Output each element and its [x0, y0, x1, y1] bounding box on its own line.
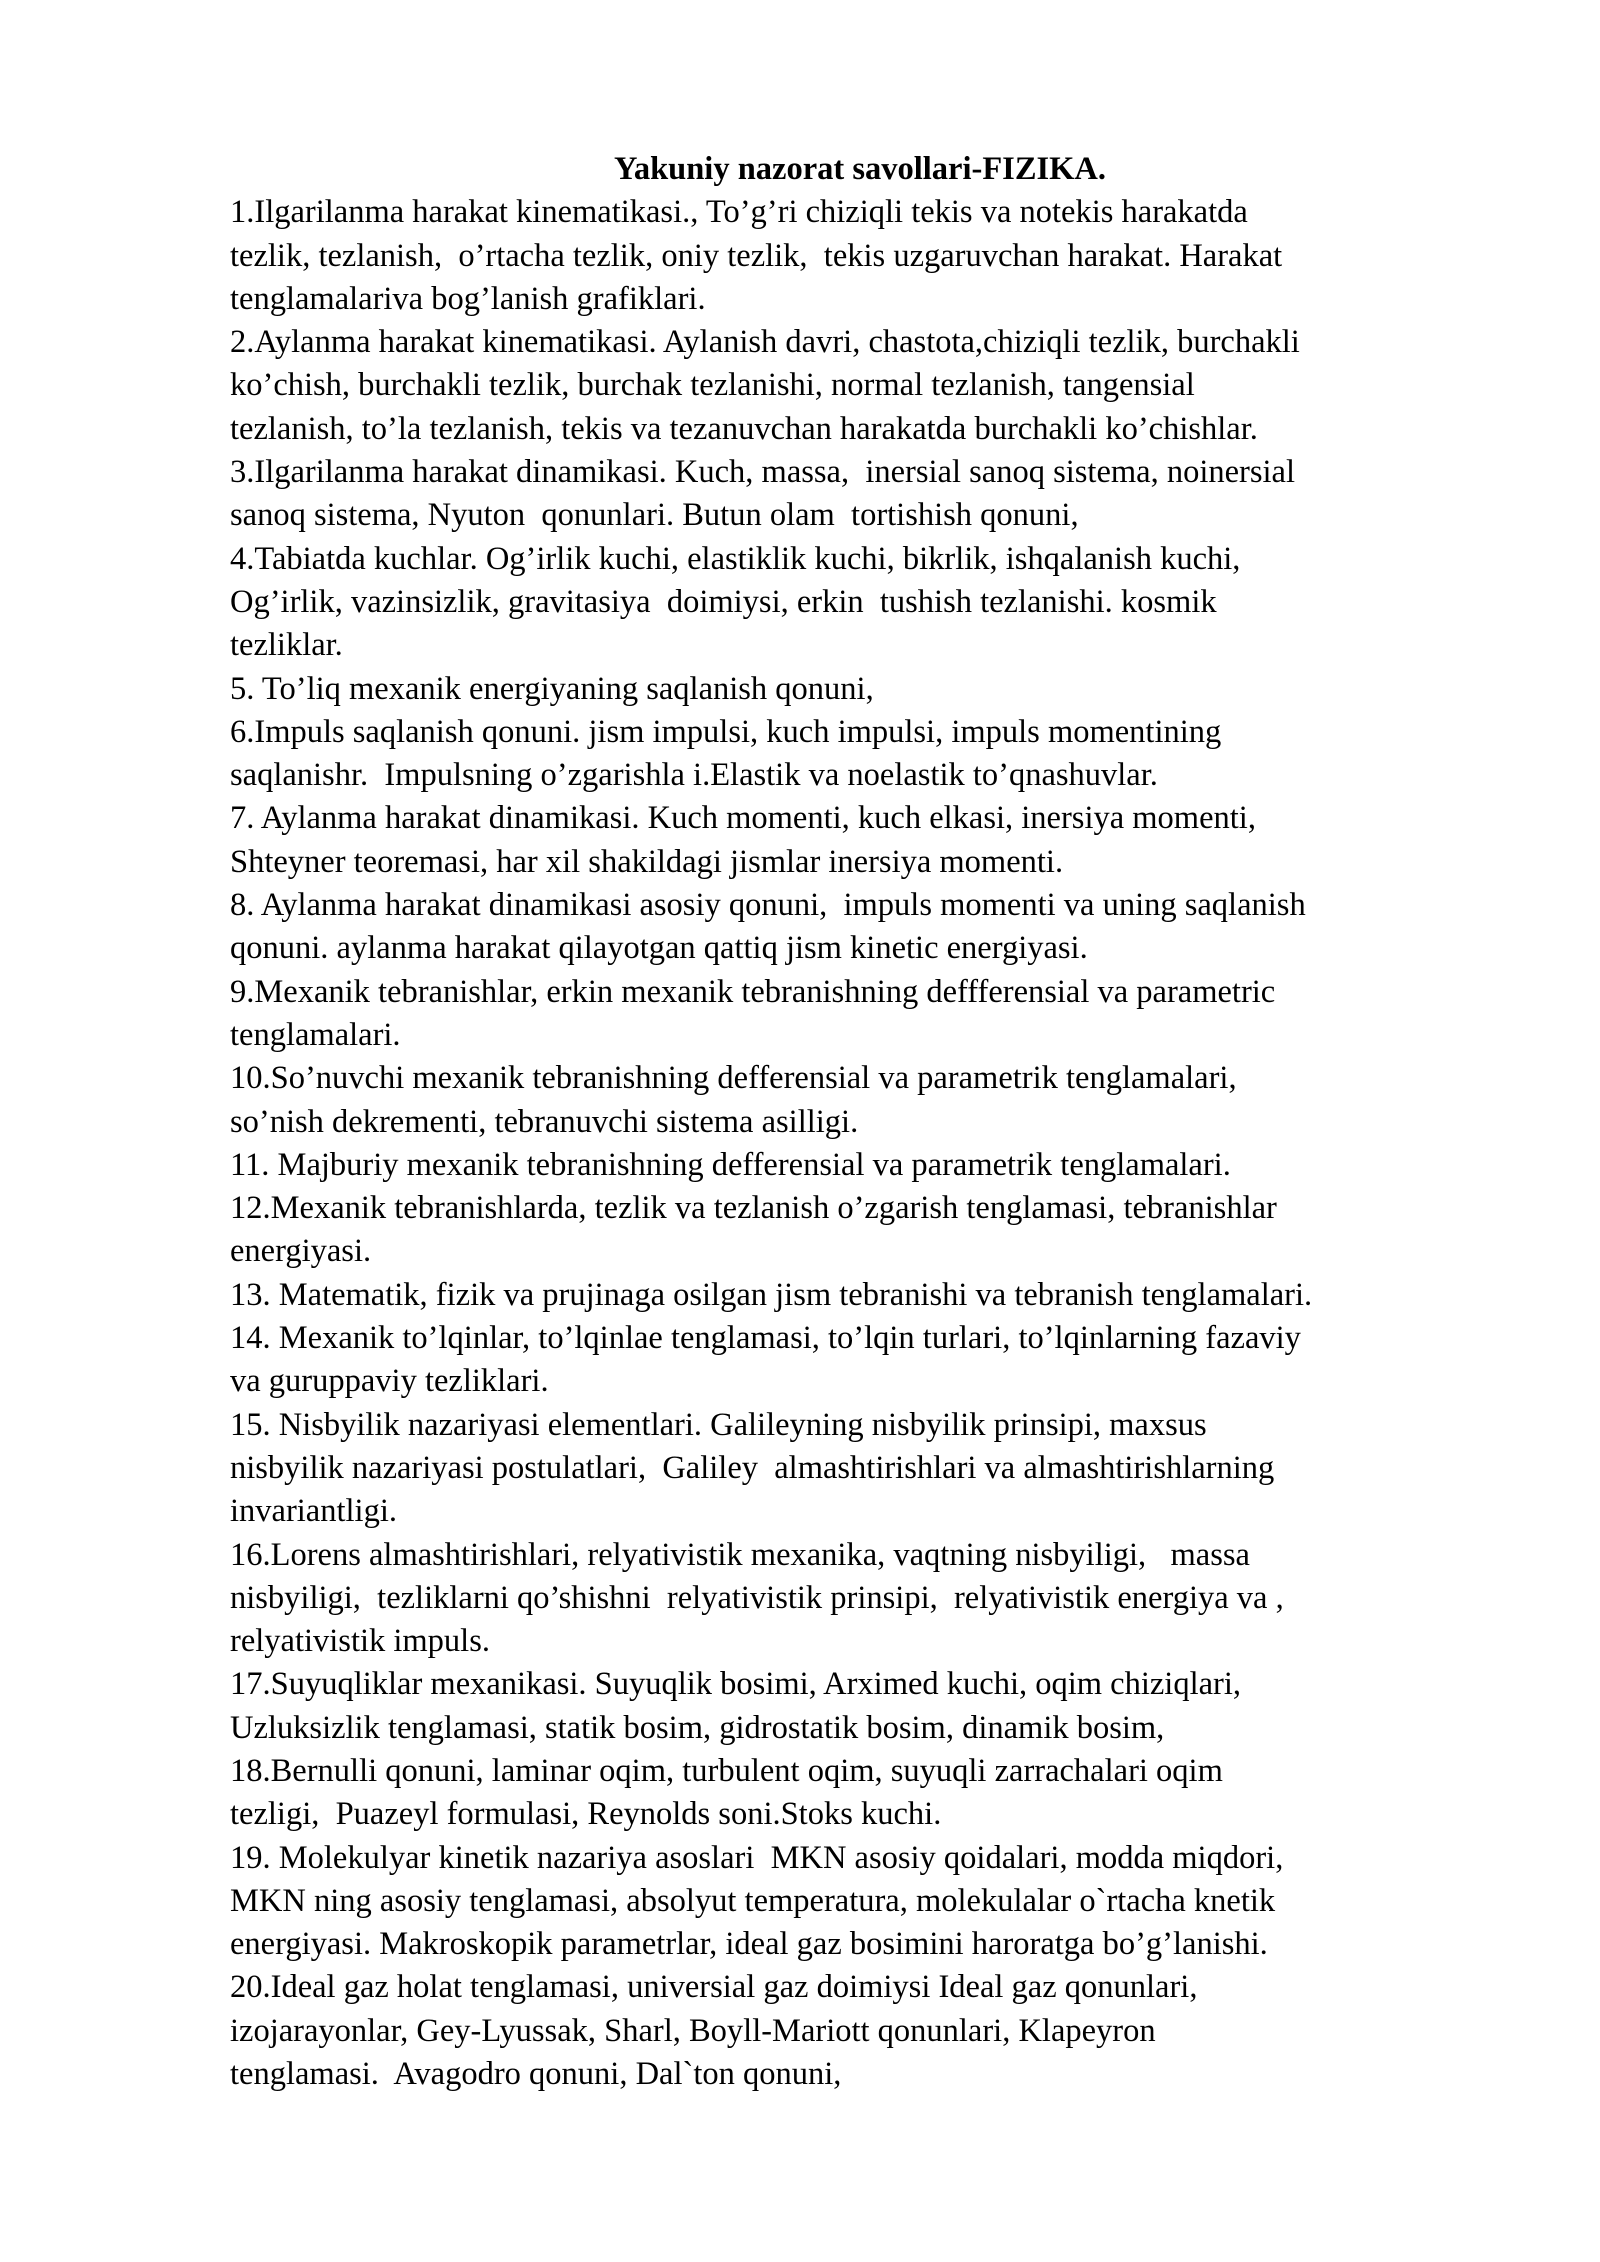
- question-line: va guruppaviy tezliklari.: [230, 1363, 549, 1400]
- question-line: Shteyner teoremasi, har xil shakildagi jismlar inersiya momenti.: [230, 843, 1064, 880]
- question-line: 7. Aylanma harakat dinamikasi. Kuch momenti, kuch elkasi, inersiya momenti,: [230, 800, 1256, 837]
- question-line: 8. Aylanma harakat dinamikasi asosiy qonuni, impuls momenti va uning saqlanish: [230, 887, 1306, 924]
- question-line: saqlanishr. Impulsning o’zgarishla i.Elastik va noelastik to’qnashuvlar.: [230, 757, 1158, 794]
- question-line: tenglamalariva bog’lanish grafiklari.: [230, 280, 706, 317]
- question-item: [230, 321, 1530, 451]
- question-line: 11. Majburiy mexanik tebranishning defferensial va parametrik tenglamalari.: [230, 1146, 1231, 1183]
- question-line: izojarayonlar, Gey-Lyussak, Sharl, Boyll-Mariott qonunlari, Klapeyron: [230, 2012, 1156, 2049]
- question-item: [230, 971, 1530, 1058]
- document-body: [230, 148, 1530, 2096]
- question-line: tezliklar.: [230, 627, 343, 664]
- question-line: tezligi, Puazeyl formulasi, Reynolds soni.Stoks kuchi.: [230, 1796, 942, 1833]
- question-line: 4.Tabiatda kuchlar. Og’irlik kuchi, elastiklik kuchi, bikrlik, ishqalanish kuchi,: [230, 540, 1241, 577]
- question-item: [230, 1274, 1530, 1317]
- question-item: [230, 1966, 1530, 2096]
- question-item: [230, 711, 1530, 798]
- question-line: nisbyilik nazariyasi postulatlari, Galiley almashtirishlari va almashtirishlarning: [230, 1449, 1275, 1486]
- question-line: Og’irlik, vazinsizlik, gravitasiya doimiysi, erkin tushish tezlanishi. kosmik: [230, 583, 1217, 620]
- question-line: 1.Ilgarilanma harakat kinematikasi., To’g’ri chiziqli tekis va notekis harakatda: [230, 194, 1248, 231]
- question-line: 13. Matematik, fizik va prujinaga osilgan jism tebranishi va tebranish tenglamalari.: [230, 1276, 1313, 1313]
- question-item: [230, 668, 1530, 711]
- question-item: [230, 797, 1530, 884]
- question-line: invariantligi.: [230, 1493, 397, 1530]
- question-item: [230, 451, 1530, 538]
- question-item: [230, 1187, 1530, 1274]
- question-line: qonuni. aylanma harakat qilayotgan qattiq jism kinetic energiyasi.: [230, 930, 1088, 967]
- question-line: so’nish dekrementi, tebranuvchi sistema asilligi.: [230, 1103, 859, 1140]
- question-line: 14. Mexanik to’lqinlar, to’lqinlae tenglamasi, to’lqin turlari, to’lqinlarning fazaviy: [230, 1320, 1301, 1357]
- question-line: 12.Mexanik tebranishlarda, tezlik va tezlanish o’zgarish tenglamasi, tebranishlar: [230, 1190, 1277, 1227]
- question-line: 20.Ideal gaz holat tenglamasi, universial gaz doimiysi Ideal gaz qonunlari,: [230, 1969, 1198, 2006]
- question-line: 18.Bernulli qonuni, laminar oqim, turbulent oqim, suyuqli zarrachalari oqim: [230, 1752, 1223, 1789]
- question-line: energiyasi.: [230, 1233, 372, 1270]
- question-line: 10.So’nuvchi mexanik tebranishning defferensial va parametrik tenglamalari,: [230, 1060, 1237, 1097]
- question-line: 6.Impuls saqlanish qonuni. jism impulsi, kuch impulsi, impuls momentining: [230, 713, 1222, 750]
- question-line: 3.Ilgarilanma harakat dinamikasi. Kuch, massa, inersial sanoq sistema, noinersial: [230, 454, 1295, 491]
- question-line: MKN ning asosiy tenglamasi, absolyut temperatura, molekulalar o`rtacha knetik: [230, 1882, 1276, 1919]
- question-line: 17.Suyuqliklar mexanikasi. Suyuqlik bosimi, Arximed kuchi, oqim chiziqlari,: [230, 1666, 1242, 1703]
- question-list: [230, 191, 1530, 2096]
- question-item: [230, 191, 1530, 321]
- question-line: Uzluksizlik tenglamasi, statik bosim, gidrostatik bosim, dinamik bosim,: [230, 1709, 1165, 1746]
- question-line: 19. Molekulyar kinetik nazariya asoslari MKN asosiy qoidalari, modda miqdori,: [230, 1839, 1284, 1876]
- question-line: sanoq sistema, Nyuton qonunlari. Butun olam tortishish qonuni,: [230, 497, 1079, 534]
- question-line: 16.Lorens almashtirishlari, relyativistik mexanika, vaqtning nisbyiligi, massa: [230, 1536, 1250, 1573]
- question-line: 2.Aylanma harakat kinematikasi. Aylanish davri, chastota,chiziqli tezlik, burchakli: [230, 324, 1300, 361]
- question-line: energiyasi. Makroskopik parametrlar, ideal gaz bosimini haroratga bo’g’lanishi.: [230, 1926, 1268, 1963]
- question-line: tenglamalari.: [230, 1016, 401, 1053]
- question-item: [230, 1317, 1530, 1404]
- question-item: [230, 1663, 1530, 1750]
- question-item: [230, 1057, 1530, 1144]
- question-line: 5. To’liq mexanik energiyaning saqlanish qonuni,: [230, 670, 874, 707]
- document-title: Yakuniy nazorat savollari-FIZIKA.: [613, 151, 1107, 187]
- question-item: [230, 1837, 1530, 1967]
- question-line: ko’chish, burchakli tezlik, burchak tezlanishi, normal tezlanish, tangensial: [230, 367, 1195, 404]
- question-line: tezlik, tezlanish, o’rtacha tezlik, oniy tezlik, tekis uzgaruvchan harakat. Harakat: [230, 237, 1283, 274]
- question-line: 9.Mexanik tebranishlar, erkin mexanik tebranishning deffferensial va parametric: [230, 973, 1276, 1010]
- question-item: [230, 538, 1530, 668]
- question-item: [230, 884, 1530, 971]
- question-item: [230, 1404, 1530, 1534]
- question-item: [230, 1144, 1530, 1187]
- question-item: [230, 1750, 1530, 1837]
- question-line: 15. Nisbyilik nazariyasi elementlari. Galileyning nisbyilik prinsipi, maxsus: [230, 1406, 1207, 1443]
- question-line: tezlanish, to’la tezlanish, tekis va tezanuvchan harakatda burchakli ko’chishlar.: [230, 410, 1258, 447]
- question-line: relyativistik impuls.: [230, 1623, 490, 1660]
- question-line: tenglamasi. Avagodro qonuni, Dal`ton qonuni,: [230, 2056, 842, 2093]
- question-item: [230, 1534, 1530, 1664]
- question-line: nisbyiligi, tezliklarni qo’shishni relyativistik prinsipi, relyativistik energiya va ,: [230, 1579, 1284, 1616]
